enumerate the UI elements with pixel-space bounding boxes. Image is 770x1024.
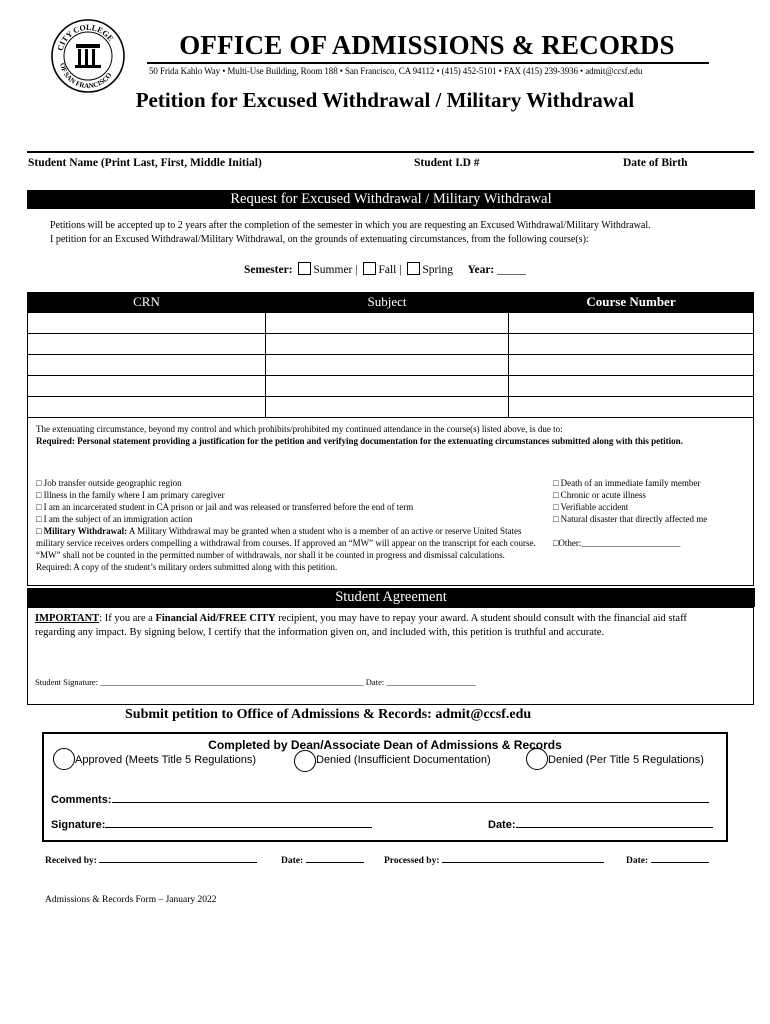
crn-cell[interactable]: [28, 313, 266, 334]
reasons-left-list: [36, 477, 536, 573]
student-signature-row: [35, 677, 745, 687]
comments-field[interactable]: [112, 802, 709, 803]
intro-line-2: I petition for an Excused Withdrawal/Military Withdrawal, on the grounds of extenuating circumstances, from the following course(s):: [50, 234, 589, 245]
fall-label: Fall |: [378, 264, 402, 276]
crn-cell[interactable]: [28, 397, 266, 418]
form-footer: Admissions & Records Form – January 2022: [45, 895, 217, 905]
received-date-row: [281, 856, 364, 866]
year-field[interactable]: _____: [497, 264, 526, 276]
circumstances-text: [36, 423, 748, 447]
reason-natural-disaster[interactable]: □ Natural disaster that directly affected me: [553, 514, 708, 524]
crn-cell[interactable]: [28, 355, 266, 376]
table-row: [28, 397, 754, 418]
dean-signature-field[interactable]: [105, 827, 372, 828]
office-title: OFFICE OF ADMISSIONS & RECORDS: [179, 30, 675, 60]
course-number-cell[interactable]: [509, 397, 754, 418]
college-seal-logo: [50, 18, 126, 94]
student-date-label: Date:: [365, 677, 385, 687]
dean-signature-row: [51, 819, 372, 831]
course-number-cell[interactable]: [509, 355, 754, 376]
crn-header: CRN: [28, 292, 266, 313]
crn-cell[interactable]: [28, 376, 266, 397]
reason-family-illness[interactable]: □ Illness in the family where I am primary caregiver: [36, 490, 225, 500]
processed-date-label: Date:: [626, 856, 649, 866]
denied-insufficient-label: Denied (Insufficient Documentation): [316, 754, 491, 766]
intro-line-1: Petitions will be accepted up to 2 years after the completion of the semester in which you are requesting an Excused Withdrawal/Military Withdrawal.: [50, 220, 651, 231]
course-number-cell[interactable]: [509, 334, 754, 355]
fall-checkbox[interactable]: [363, 262, 376, 275]
processed-date-field[interactable]: [651, 862, 709, 863]
received-date-label: Date:: [281, 856, 304, 866]
student-signature-label: Student Signature:: [35, 677, 99, 687]
reason-immigration[interactable]: □ I am the subject of an immigration action: [36, 514, 193, 524]
year-label: Year:: [467, 264, 495, 276]
dean-section-title: Completed by Dean/Associate Dean of Admissions & Records: [208, 738, 562, 752]
semester-selector: [244, 262, 526, 276]
denied-insufficient-radio[interactable]: [294, 750, 316, 772]
spring-checkbox[interactable]: [407, 262, 420, 275]
processed-date-row: [626, 856, 709, 866]
submit-instructions: Submit petition to Office of Admissions & Records: admit@ccsf.edu: [125, 707, 532, 722]
crn-cell[interactable]: [28, 334, 266, 355]
reason-chronic-illness[interactable]: □ Chronic or acute illness: [553, 490, 646, 500]
office-address: 50 Frida Kahlo Way • Multi-Use Building, Room 188 • San Francisco, CA 94112 • (415) 452-5101 • FAX (415) 239-3936 • admit@ccsf.edu: [149, 66, 643, 76]
financial-aid-label: Financial Aid/FREE CITY: [155, 613, 276, 624]
reason-accident[interactable]: □ Verifiable accident: [553, 502, 629, 512]
received-by-label: Received by:: [45, 856, 97, 866]
spring-label: Spring: [422, 264, 454, 276]
table-row: [28, 313, 754, 334]
course-table: [27, 292, 754, 418]
course-number-header: Course Number: [509, 292, 754, 313]
military-label: □ Military Withdrawal:: [36, 526, 128, 536]
student-date-field[interactable]: _____________________: [386, 677, 476, 687]
date-of-birth-label: Date of Birth: [623, 157, 688, 169]
dean-signature-label: Signature:: [51, 819, 106, 831]
request-section-heading: Request for Excused Withdrawal / Military Withdrawal: [27, 190, 755, 209]
required-statement: Required: Personal statement providing a justification for the petition and verifying documentation for the extenuating circumstances submitted along with this petition.: [36, 436, 683, 446]
form-title: Petition for Excused Withdrawal / Military Withdrawal: [135, 88, 635, 112]
table-row: [28, 355, 754, 376]
reason-other[interactable]: □Other:______________________: [553, 538, 681, 548]
dean-date-field[interactable]: [516, 827, 713, 828]
svg-text:CITY COLLEGE: CITY COLLEGE: [55, 22, 116, 52]
subject-cell[interactable]: [266, 355, 509, 376]
student-id-label: Student I.D #: [414, 157, 480, 169]
dean-date-row: [488, 819, 713, 831]
summer-label: Summer |: [313, 264, 358, 276]
approved-label: Approved (Meets Title 5 Regulations): [75, 754, 256, 766]
request-intro: [50, 219, 750, 247]
approved-radio[interactable]: [53, 748, 75, 770]
reason-incarcerated[interactable]: □ I am an incarcerated student in CA prison or jail and was released or transferred before the end of term: [36, 502, 414, 512]
received-by-field[interactable]: [99, 862, 257, 863]
student-info-rule: [27, 151, 754, 153]
important-label: IMPORTANT: [35, 613, 100, 624]
subject-cell[interactable]: [266, 313, 509, 334]
agreement-text: [35, 612, 715, 640]
reasons-right-list: [553, 477, 743, 549]
table-row: [28, 334, 754, 355]
received-date-field[interactable]: [306, 862, 364, 863]
title-underline: [147, 62, 709, 64]
comments-row: [51, 794, 709, 806]
received-by-row: [45, 856, 257, 866]
course-number-cell[interactable]: [509, 376, 754, 397]
processed-by-label: Processed by:: [384, 856, 440, 866]
student-name-label: Student Name (Print Last, First, Middle Initial): [28, 157, 262, 169]
processed-by-row: [384, 856, 604, 866]
svg-text:OF SAN FRANCISCO: OF SAN FRANCISCO: [58, 62, 114, 91]
subject-cell[interactable]: [266, 334, 509, 355]
reason-job-transfer[interactable]: □ Job transfer outside geographic region: [36, 478, 182, 488]
agreement-text-b: recipient, you may have to repay your award. A student should consult with the financial aid staff regarding any impact. By signing below, I certify that the information given on, and included with, this petition is truthful and accurate.: [35, 613, 687, 638]
agreement-text-a: : If you are a: [99, 613, 156, 624]
table-row: [28, 376, 754, 397]
reason-death[interactable]: □ Death of an immediate family member: [553, 478, 701, 488]
semester-label: Semester:: [244, 264, 293, 276]
reason-military[interactable]: [36, 525, 536, 573]
denied-title5-label: Denied (Per Title 5 Regulations): [548, 754, 704, 766]
subject-cell[interactable]: [266, 397, 509, 418]
comments-label: Comments:: [51, 794, 112, 806]
processed-by-field[interactable]: [442, 862, 604, 863]
military-description: A Military Withdrawal may be granted when a student who is a member of an active or reserve United States military service receives orders compelling a withdrawal from courses. If approved an “MW” will appear on the transcript for each course. “MW” shall not be counted in the permitted number of withdrawals, nor shall it be counted in progress and dismissal calculations. Required: A copy of the student’s military orders submitted along with this petition.: [36, 526, 536, 572]
course-number-cell[interactable]: [509, 313, 754, 334]
summer-checkbox[interactable]: [298, 262, 311, 275]
student-signature-field[interactable]: ______________________________________________________________: [100, 677, 364, 687]
denied-title5-radio[interactable]: [526, 748, 548, 770]
subject-header: Subject: [266, 292, 509, 313]
dean-date-label: Date:: [488, 819, 516, 831]
subject-cell[interactable]: [266, 376, 509, 397]
student-agreement-heading: Student Agreement: [27, 588, 755, 607]
circumstances-line: The extenuating circumstance, beyond my control and which prohibits/prohibited my continued attendance in the course(s) listed above, is due to:: [36, 424, 563, 434]
